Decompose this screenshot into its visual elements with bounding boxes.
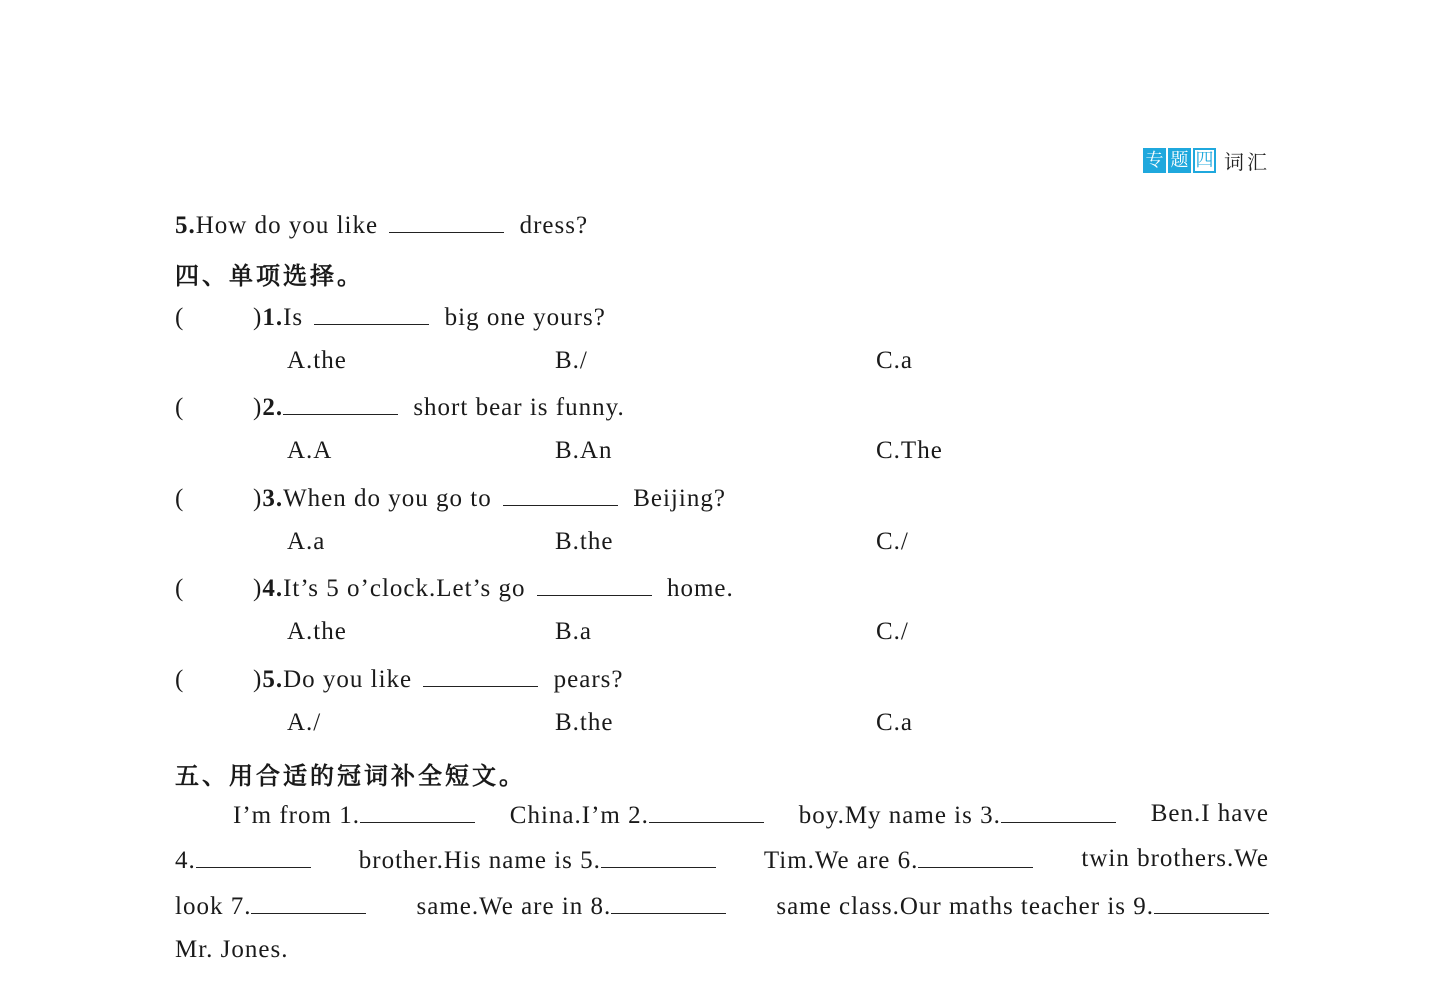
answer-blank[interactable]: [503, 483, 618, 506]
option-c: C.a: [876, 709, 914, 736]
answer-blank[interactable]: [423, 664, 538, 687]
answer-paren-close: ): [253, 485, 263, 512]
answer-paren-open[interactable]: (: [175, 485, 185, 512]
answer-blank[interactable]: [537, 573, 652, 596]
answer-blank-3[interactable]: [1001, 800, 1116, 823]
answer-blank-2[interactable]: [649, 800, 764, 823]
option-b: B.the: [555, 528, 614, 555]
answer-blank-4[interactable]: [196, 845, 311, 868]
question-text-before: When do you go to: [283, 485, 492, 512]
option-c: C.a: [876, 347, 914, 374]
mc-question-2: [175, 392, 625, 422]
option-a: A.A: [287, 437, 333, 464]
question-text-after: dress?: [519, 212, 589, 239]
question-text-after: pears?: [553, 666, 624, 693]
answer-paren-close: ): [253, 304, 263, 331]
option-a: A./: [287, 709, 322, 736]
passage-text: I’m from 1.: [233, 802, 360, 829]
answer-blank-8[interactable]: [611, 891, 726, 914]
question-text-before: It’s 5 o’clock.Let’s go: [283, 575, 526, 602]
passage-line-2: [175, 845, 1269, 875]
passage-text: brother.His name is 5.: [358, 847, 601, 874]
answer-blank-5[interactable]: [601, 845, 716, 868]
answer-paren-open[interactable]: (: [175, 575, 185, 602]
passage-text: boy.My name is 3.: [798, 802, 1001, 829]
mc-question-4: [175, 573, 734, 603]
header-title: 词汇: [1224, 150, 1270, 174]
header-box-3: 四: [1193, 148, 1216, 173]
passage-text: same class.Our maths teacher is 9.: [776, 893, 1154, 920]
answer-blank[interactable]: [283, 392, 398, 415]
passage-line-4: Mr. Jones.: [175, 936, 289, 963]
option-b: B./: [555, 347, 588, 374]
question-text-after: Beijing?: [633, 485, 726, 512]
question-number: 2.: [262, 394, 284, 421]
prev-question-5: [175, 210, 588, 240]
passage-line-3: [175, 891, 1269, 921]
passage-text: China.I’m 2.: [509, 802, 649, 829]
section-header-tag: [1143, 146, 1270, 175]
option-b: B.An: [555, 437, 613, 464]
option-a: A.the: [287, 347, 347, 374]
question-number: 5.: [262, 666, 284, 693]
section-5-heading: 五、用合适的冠词补全短文。: [175, 762, 526, 790]
question-text-before: Is: [283, 304, 304, 331]
option-c: C.The: [876, 437, 943, 464]
question-text-before: Do you like: [283, 666, 413, 693]
option-c: C./: [876, 528, 909, 555]
answer-paren-open[interactable]: (: [175, 304, 185, 331]
question-number: 3.: [262, 485, 284, 512]
answer-paren-open[interactable]: (: [175, 394, 185, 421]
question-text-after: home.: [666, 575, 734, 602]
passage-text: Tim.We are 6.: [763, 847, 919, 874]
answer-paren-open[interactable]: (: [175, 666, 185, 693]
passage-text: twin brothers.We: [1081, 845, 1269, 872]
answer-blank-6[interactable]: [918, 845, 1033, 868]
answer-blank[interactable]: [314, 302, 429, 325]
answer-paren-close: ): [253, 666, 263, 693]
question-text-after: short bear is funny.: [413, 394, 625, 421]
mc-question-3: [175, 483, 726, 513]
question-number: 1.: [262, 304, 284, 331]
header-box-1: 专: [1143, 148, 1166, 173]
passage-text: same.We are in 8.: [416, 893, 612, 920]
option-b: B.a: [555, 618, 593, 645]
option-a: A.the: [287, 618, 347, 645]
mc-question-5: [175, 664, 623, 694]
passage-line-1: [175, 800, 1269, 830]
answer-paren-close: ): [253, 394, 263, 421]
question-number: 5.: [175, 212, 196, 239]
mc-question-1: [175, 302, 606, 332]
answer-blank[interactable]: [389, 210, 504, 233]
passage-text: Ben.I have: [1150, 800, 1269, 827]
passage-text: 4.: [175, 847, 196, 874]
option-a: A.a: [287, 528, 326, 555]
option-b: B.the: [555, 709, 614, 736]
answer-blank-9[interactable]: [1154, 891, 1269, 914]
question-text-after: big one yours?: [444, 304, 606, 331]
section-4-heading: 四、单项选择。: [175, 262, 364, 290]
answer-blank-7[interactable]: [251, 891, 366, 914]
question-text-before: How do you like: [195, 212, 379, 239]
answer-blank-1[interactable]: [360, 800, 475, 823]
answer-paren-close: ): [253, 575, 263, 602]
question-number: 4.: [262, 575, 284, 602]
option-c: C./: [876, 618, 909, 645]
passage-text: look 7.: [175, 893, 252, 920]
header-box-2: 题: [1168, 148, 1191, 173]
